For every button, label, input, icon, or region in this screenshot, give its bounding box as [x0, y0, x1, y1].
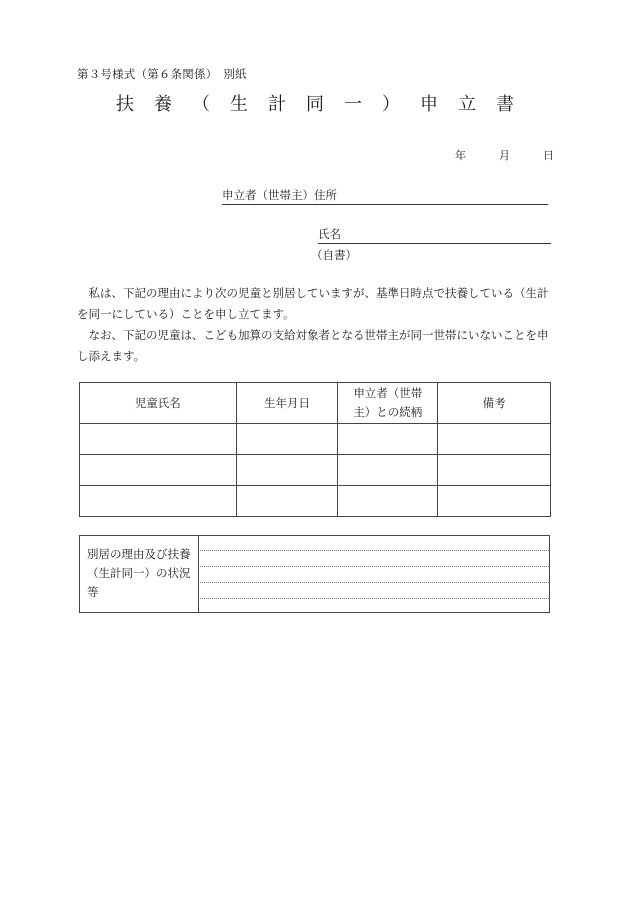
- applicant-address-label: 申立者（世帯主）住所: [222, 188, 337, 202]
- statement-paragraph-1: 私は、下記の理由により次の児童と別居していますが、基準日時点で扶養している（生計を同一にしている）ことを申し立てます。: [77, 286, 549, 321]
- relationship-cell[interactable]: [338, 455, 438, 486]
- header-child-name: 児童氏名: [80, 383, 237, 424]
- child-name-cell[interactable]: [80, 486, 237, 517]
- header-remarks: 備考: [438, 383, 551, 424]
- date-row: [455, 147, 554, 163]
- page-title: 扶養（生計同一）申立書: [116, 94, 534, 115]
- table-header-row: [80, 383, 551, 424]
- reason-line[interactable]: [200, 550, 549, 551]
- children-table: [79, 382, 551, 517]
- reason-label: 別居の理由及び扶養（生計同一）の状況等: [80, 536, 199, 612]
- header-relationship: [338, 383, 438, 424]
- applicant-name-label: 氏名: [318, 227, 341, 241]
- birthdate-cell[interactable]: [236, 486, 338, 517]
- birthdate-cell[interactable]: [236, 455, 338, 486]
- reason-line[interactable]: [200, 598, 549, 599]
- table-row: [80, 424, 551, 455]
- relationship-cell[interactable]: [338, 424, 438, 455]
- date-day-label: 日: [543, 149, 554, 162]
- birthdate-cell[interactable]: [236, 424, 338, 455]
- remarks-cell[interactable]: [438, 486, 551, 517]
- reason-line[interactable]: [200, 566, 549, 567]
- child-name-cell[interactable]: [80, 424, 237, 455]
- remarks-cell[interactable]: [438, 424, 551, 455]
- table-row: [80, 455, 551, 486]
- header-relationship-text: 申立者（世帯主）との続柄: [353, 386, 423, 419]
- reason-line[interactable]: [200, 582, 549, 583]
- reason-box: [79, 535, 550, 613]
- date-year-label: 年: [455, 149, 466, 162]
- table-row: [80, 486, 551, 517]
- statement-paragraph-2: なお、下記の児童は、こども加算の支給対象者となる世帯主が同一世帯にいないことを申し添えます。: [77, 328, 549, 363]
- child-name-cell[interactable]: [80, 455, 237, 486]
- applicant-address-field[interactable]: [222, 187, 548, 205]
- relationship-cell[interactable]: [338, 486, 438, 517]
- form-number: 第３号様式（第６条関係） 別紙: [77, 67, 247, 81]
- remarks-cell[interactable]: [438, 455, 551, 486]
- handwritten-note: （自書）: [311, 248, 357, 262]
- applicant-name-field[interactable]: [318, 226, 551, 244]
- header-birthdate: 生年月日: [236, 383, 338, 424]
- date-month-label: 月: [499, 149, 510, 162]
